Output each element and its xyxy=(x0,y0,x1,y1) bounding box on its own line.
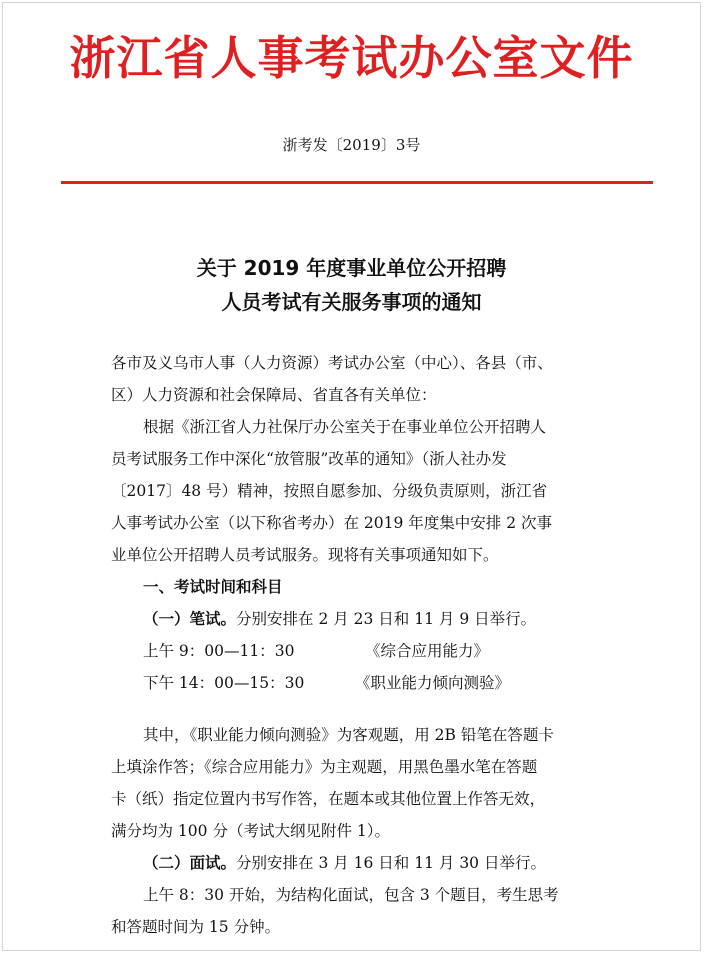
notice-title-line-2: 人员考试有关服务事项的通知 xyxy=(221,290,482,314)
schedule-subject: 《综合应用能力》 xyxy=(365,642,490,660)
paragraph-basis xyxy=(111,411,609,571)
section-heading: 一、考试时间和科目 xyxy=(143,578,283,596)
addressee-line: 区）人力资源和社会保障局、省直各有关单位： xyxy=(111,386,437,404)
schedule-subject: 《职业能力倾向测验》 xyxy=(355,674,511,692)
paragraph-line: 卡（纸）指定位置内书写作答，在题本或其他位置上作答无效， xyxy=(111,790,546,808)
schedule-time: 上午 9：00—11：30 xyxy=(143,642,295,660)
interview-line xyxy=(111,847,609,879)
written-exam-label: （一）笔试。 xyxy=(143,610,237,628)
document-number: 浙考发〔2019〕3号 xyxy=(282,136,421,154)
addressee-line: 各市及义乌市人事（人力资源）考试办公室（中心）、各县（市、 xyxy=(111,354,553,372)
paragraph-line: 满分均为 100 分（考试大纲见附件 1）。 xyxy=(111,822,390,840)
paragraph-line: 上填涂作答；《综合应用能力》为主观题，用黑色墨水笔在答题 xyxy=(111,758,538,776)
written-exam-text: 分别安排在 2 月 23 日和 11 月 9 日举行。 xyxy=(236,610,537,628)
paragraph-line: 其中，《职业能力倾向测验》为客观题，用 2B 铅笔在答题卡 xyxy=(143,726,554,744)
schedule-row xyxy=(111,667,609,699)
interview-label: （二）面试。 xyxy=(143,854,237,872)
notice-title-line-1: 关于 2019 年度事业单位公开招聘 xyxy=(196,256,507,280)
paragraph-line: 员考试服务工作中深化“放管服”改革的通知》（浙人社办发 xyxy=(111,450,507,468)
paragraph-line: 人事考试办公室（以下称省考办）在 2019 年度集中安排 2 次事 xyxy=(111,514,553,532)
paragraph-line: 业单位公开招聘人员考试服务。现将有关事项通知如下。 xyxy=(111,546,499,564)
document-header-title: 浙江省人事考试办公室文件 xyxy=(69,31,634,85)
paragraph-line: 和答题时间为 15 分钟。 xyxy=(111,918,281,936)
paragraph-line: 上午 8：30 开始，为结构化面试，包含 3 个题目，考生思考 xyxy=(143,886,559,904)
paragraph-line: 〔2017〕48 号）精神，按照自愿参加、分级负责原则，浙江省 xyxy=(111,482,548,500)
paragraph-line: 根据《浙江省人力社保厅办公室关于在事业单位公开招聘人 xyxy=(143,418,547,436)
schedule-row xyxy=(111,635,609,667)
red-divider-line xyxy=(61,181,653,184)
section-exam-schedule xyxy=(111,571,609,699)
schedule-time: 下午 14：00—15：30 xyxy=(143,674,305,692)
written-exam-line xyxy=(111,603,609,635)
addressee xyxy=(111,347,609,411)
interview-text: 分别安排在 3 月 16 日和 11 月 30 日举行。 xyxy=(236,854,546,872)
document-page xyxy=(2,2,701,951)
paragraph-answer-rules xyxy=(111,719,609,943)
notice-title xyxy=(3,251,700,319)
